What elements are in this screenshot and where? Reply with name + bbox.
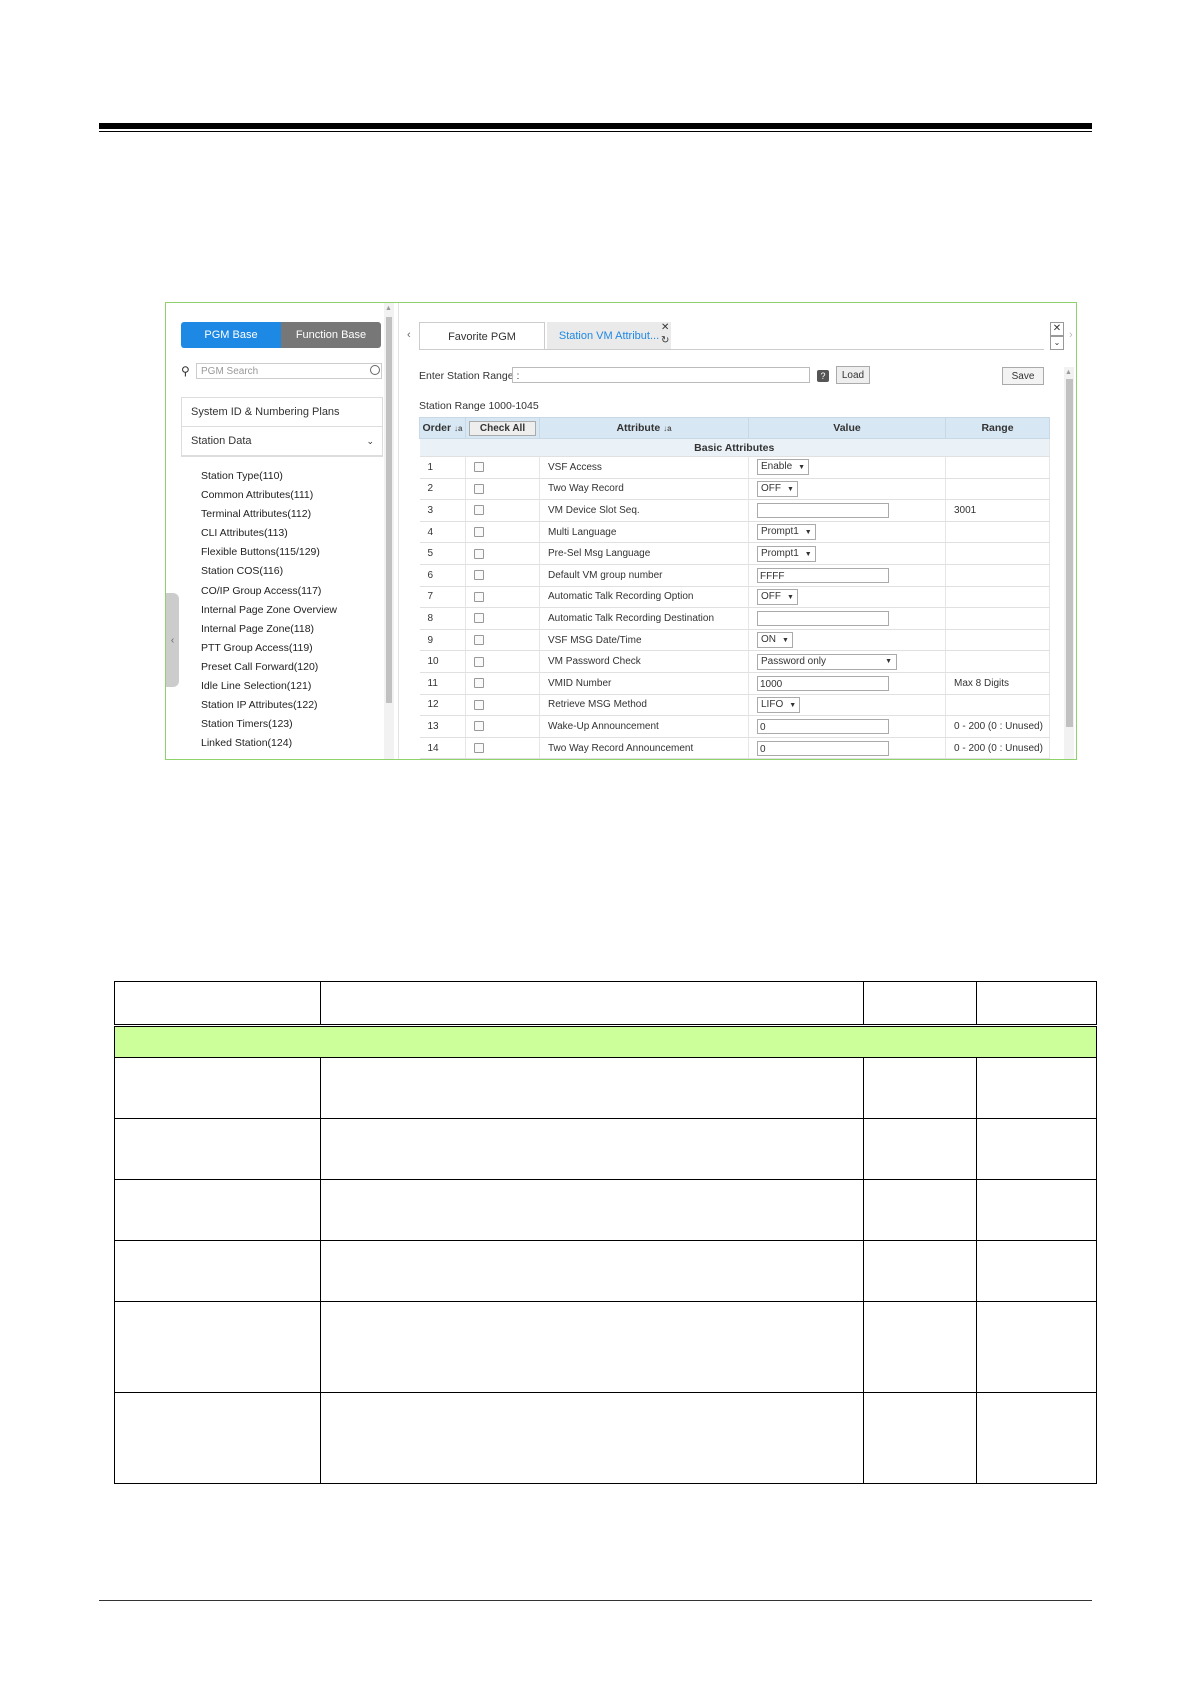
doc-header-cell [977,982,1097,1026]
station-range-input[interactable] [512,367,810,383]
row-checkbox[interactable] [474,527,484,537]
row-attribute: Multi Language [540,521,749,543]
row-check-cell [466,457,540,479]
row-check-cell [466,521,540,543]
row-range [946,694,1050,716]
row-value-cell [749,629,946,651]
station-range-label: Enter Station Range : [419,370,520,382]
row-attribute: VSF Access [540,457,749,479]
check-all-button[interactable]: Check All [469,421,536,436]
doc-row [115,1393,1097,1484]
row-checkbox[interactable] [474,657,484,667]
column-order[interactable] [420,418,466,439]
dropdown-arrow-icon: ▼ [787,593,794,601]
table-row [420,651,1050,673]
menu-system-id[interactable]: System ID & Numbering Plans [182,398,382,427]
search-icon: ⚲ [181,364,190,378]
value-input[interactable]: 1000 [757,676,889,691]
row-checkbox[interactable] [474,570,484,580]
row-checkbox[interactable] [474,678,484,688]
row-value-cell [749,651,946,673]
menu-station-data[interactable] [182,427,382,456]
row-value-cell [749,564,946,586]
base-tabs [181,322,381,348]
row-order: 7 [420,586,466,608]
row-value-cell [749,608,946,630]
table-row [420,500,1050,522]
row-check-cell [466,629,540,651]
refresh-icon[interactable]: ↻ [661,335,670,346]
pgm-search-input[interactable]: PGM Search [196,363,382,379]
row-order: 10 [420,651,466,673]
value-input[interactable]: 0 [757,719,889,734]
column-value: Value [749,418,946,439]
value-select-label: Password only [761,655,827,667]
row-checkbox[interactable] [474,743,484,753]
row-check-cell [466,694,540,716]
row-order: 8 [420,608,466,630]
column-range: Range [946,418,1050,439]
row-attribute: VM Device Slot Seq. [540,500,749,522]
value-select-label: LIFO [761,698,784,710]
list-item[interactable]: CLI Attributes(113) [201,527,288,540]
doc-header-cell [115,982,321,1026]
row-checkbox[interactable] [474,635,484,645]
row-order: 14 [420,737,466,759]
list-item[interactable]: Internal Page Zone Overview [201,603,337,616]
row-checkbox[interactable] [474,549,484,559]
sort-icon: ↓a [663,424,672,433]
list-item[interactable]: Station COS(116) [201,565,284,578]
value-select-label: Enable [761,461,793,473]
doc-row [115,1058,1097,1119]
section-basic-attributes: Basic Attributes [420,439,1050,457]
value-select[interactable] [757,546,816,562]
right-scrollbar-thumb[interactable] [1066,379,1073,727]
row-attribute: VMID Number [540,672,749,694]
station-range-info: Station Range 1000-1045 [419,400,539,412]
right-panel [398,303,1077,759]
row-attribute: Automatic Talk Recording Option [540,586,749,608]
row-range [946,629,1050,651]
menu-station-data-label: Station Data [191,435,252,447]
row-range [946,608,1050,630]
tab-next-icon[interactable]: › [1069,329,1073,341]
row-range: 0 - 200 (0 : Unused) [946,716,1050,738]
row-checkbox[interactable] [474,592,484,602]
dropdown-arrow-icon: ▼ [798,464,806,472]
dropdown-arrow-icon: ▼ [782,637,789,645]
row-value-cell [749,672,946,694]
dropdown-arrow-icon: ▼ [787,485,794,493]
header-rule-thin [99,131,1092,132]
column-check [466,418,540,439]
row-checkbox[interactable] [474,484,484,494]
list-item[interactable]: Terminal Attributes(112) [201,508,312,521]
row-attribute: Two Way Record Announcement [540,737,749,759]
sort-icon: ↓a [454,424,463,433]
chevron-down-icon[interactable]: ⌄ [1050,336,1064,350]
row-range [946,543,1050,565]
doc-header-cell [321,982,864,1026]
row-order: 5 [420,543,466,565]
row-attribute: VM Password Check [540,651,749,673]
row-check-cell [466,608,540,630]
clear-search-icon[interactable] [370,365,380,375]
station-data-list [201,467,337,753]
row-order: 11 [420,672,466,694]
row-range [946,478,1050,500]
row-check-cell [466,716,540,738]
column-attribute-label: Attribute [616,422,661,434]
row-attribute: Automatic Talk Recording Destination [540,608,749,630]
list-item[interactable]: Station IP Attributes(122) [201,699,318,712]
row-order: 2 [420,478,466,500]
value-select[interactable] [757,524,816,540]
doc-row [115,1302,1097,1393]
value-input[interactable]: FFFF [757,568,889,583]
row-value-cell [749,586,946,608]
table-row [420,716,1050,738]
row-order: 13 [420,716,466,738]
attributes-table [419,417,1050,759]
close-tab-icon[interactable]: ✕ [661,322,670,333]
row-order: 6 [420,564,466,586]
row-check-cell [466,478,540,500]
row-check-cell [466,564,540,586]
row-checkbox[interactable] [474,700,484,710]
row-check-cell [466,543,540,565]
table-row [420,694,1050,716]
row-order: 9 [420,629,466,651]
list-item[interactable]: Preset Call Forward(120) [201,660,319,673]
pgm-menu [181,397,383,457]
pgm-search [181,363,384,381]
doc-row [115,1119,1097,1180]
row-check-cell [466,500,540,522]
value-select[interactable] [757,459,809,475]
list-item[interactable]: CO/IP Group Access(117) [201,584,322,597]
load-button[interactable]: Load [836,366,870,384]
list-item[interactable]: Station Type(110) [201,470,283,482]
left-scrollbar-thumb[interactable] [386,317,392,703]
row-value-cell [749,694,946,716]
row-range: 0 - 200 (0 : Unused) [946,737,1050,759]
row-order: 4 [420,521,466,543]
row-range [946,521,1050,543]
value-select[interactable] [757,632,793,648]
table-row [420,586,1050,608]
value-select[interactable] [757,481,798,497]
list-item[interactable]: Common Attributes(111) [201,489,314,502]
left-panel [166,303,398,759]
list-item[interactable]: Station Timers(123) [201,718,293,731]
value-input[interactable]: 0 [757,741,889,756]
header-rule [99,123,1092,129]
row-attribute: Two Way Record [540,478,749,500]
table-row [420,457,1050,479]
scroll-up-icon[interactable]: ▲ [1065,369,1072,376]
row-value-cell [749,737,946,759]
column-attribute[interactable] [540,418,749,439]
row-value-cell [749,543,946,565]
row-attribute: VSF MSG Date/Time [540,629,749,651]
row-attribute: Pre-Sel Msg Language [540,543,749,565]
tab-favorite-pgm[interactable]: Favorite PGM [419,322,545,350]
close-icon[interactable]: ✕ [1050,322,1064,336]
tab-station-vm-attributes[interactable]: Station VM Attribut... [547,322,671,349]
row-check-cell [466,586,540,608]
row-range: 3001 [946,500,1050,522]
doc-row [115,1241,1097,1302]
row-range: Max 8 Digits [946,672,1050,694]
value-select-label: Prompt1 [761,547,799,559]
row-attribute: Retrieve MSG Method [540,694,749,716]
row-order: 1 [420,457,466,479]
value-select[interactable] [757,697,800,713]
doc-section-row [115,1026,1097,1058]
row-order: 3 [420,500,466,522]
row-range [946,586,1050,608]
list-item[interactable]: Idle Line Selection(121) [201,680,312,693]
value-input[interactable] [757,503,889,518]
web-admin-screenshot [165,302,1077,760]
table-row [420,629,1050,651]
value-select[interactable] [757,654,897,670]
help-icon[interactable]: ? [817,370,829,382]
row-attribute: Default VM group number [540,564,749,586]
tab-divider [419,349,1044,350]
table-row [420,672,1050,694]
row-checkbox[interactable] [474,505,484,515]
value-select-label: Prompt1 [761,526,799,538]
scroll-up-icon[interactable]: ▲ [385,305,392,312]
doc-header-cell [864,982,977,1026]
save-button[interactable]: Save [1002,367,1044,385]
column-order-label: Order [422,422,452,434]
row-range [946,564,1050,586]
tab-pgm-base[interactable]: PGM Base [181,322,281,348]
list-item[interactable]: Linked Station(124) [201,737,293,750]
row-checkbox[interactable] [474,613,484,623]
table-row [420,521,1050,543]
value-select-label: OFF [761,482,781,494]
document-table [114,981,1097,1484]
row-check-cell [466,651,540,673]
dropdown-arrow-icon: ▼ [804,529,812,537]
footer-rule [99,1600,1092,1601]
row-value-cell [749,478,946,500]
value-input[interactable] [757,611,889,626]
dropdown-arrow-icon: ▼ [804,550,812,558]
row-value-cell [749,521,946,543]
row-check-cell [466,672,540,694]
collapse-panel-handle[interactable]: ‹ [166,593,179,687]
tab-prev-icon[interactable]: ‹ [407,329,411,341]
chevron-down-icon: ⌄ [366,436,374,446]
list-item[interactable]: Internal Page Zone(118) [201,622,315,635]
value-select[interactable] [757,589,798,605]
dropdown-arrow-icon: ▼ [789,701,797,709]
table-row [420,737,1050,759]
value-select-label: OFF [761,590,781,602]
list-item[interactable]: PTT Group Access(119) [201,641,313,654]
tab-function-base[interactable]: Function Base [281,322,381,348]
row-range [946,457,1050,479]
row-check-cell [466,737,540,759]
row-checkbox[interactable] [474,721,484,731]
row-value-cell [749,457,946,479]
row-value-cell [749,716,946,738]
value-select-label: ON [761,634,776,646]
dropdown-arrow-icon: ▼ [885,657,892,665]
row-checkbox[interactable] [474,462,484,472]
row-value-cell [749,500,946,522]
table-row [420,543,1050,565]
table-row [420,608,1050,630]
list-item[interactable]: Flexible Buttons(115/129) [201,546,320,559]
doc-row [115,1180,1097,1241]
table-row [420,478,1050,500]
row-attribute: Wake-Up Announcement [540,716,749,738]
table-row [420,564,1050,586]
row-range [946,651,1050,673]
row-order: 12 [420,694,466,716]
